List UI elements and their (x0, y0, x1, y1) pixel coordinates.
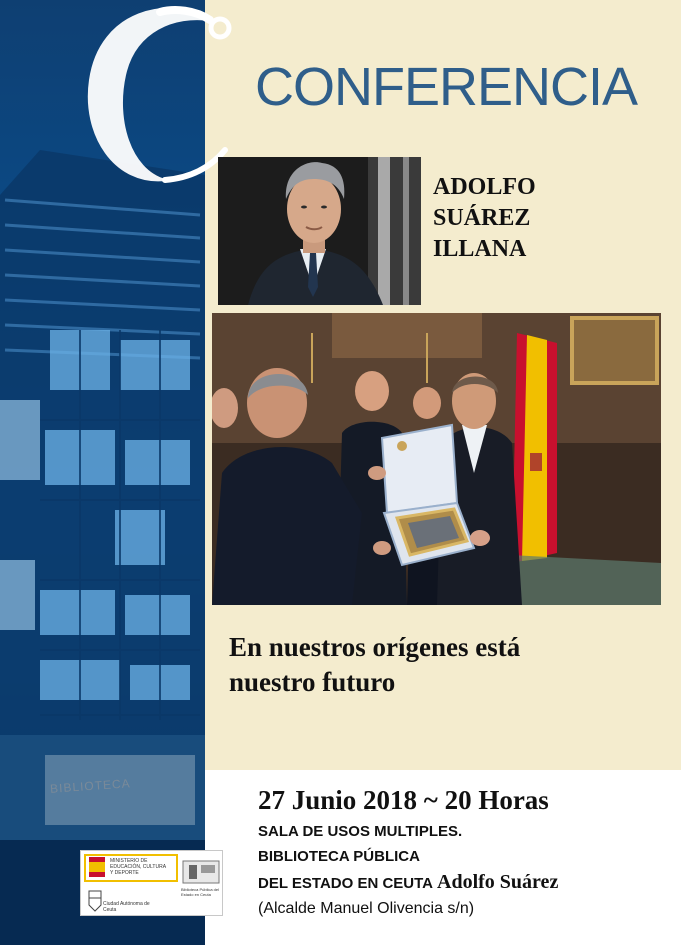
venue-city-text: DEL ESTADO EN CEUTA (258, 875, 434, 892)
ministry-logo: MINISTERIO DE EDUCACIÓN, CULTURA Y DEPORTE (110, 858, 166, 876)
library-name: Adolfo Suárez (437, 871, 559, 893)
speaker-name-line: SUÁREZ (433, 205, 531, 231)
venue-room: SALA DE USOS MULTIPLES. (258, 823, 463, 840)
slogan-line: En nuestros orígenes está (229, 632, 521, 662)
portrait-illustration (218, 157, 421, 305)
ceremony-illustration (212, 313, 661, 605)
library-logo: Biblioteca Pública del Estado en Ceuta (181, 887, 220, 897)
event-slogan (229, 630, 649, 700)
venue-address: (Alcalde Manuel Olivencia s/n) (258, 900, 475, 917)
decorative-c-letter (60, 0, 240, 190)
venue-library: BIBLIOTECA PÚBLICA (258, 848, 420, 865)
venue-city (258, 871, 678, 895)
speaker-portrait (218, 157, 421, 305)
speaker-name-line: ILLANA (433, 236, 527, 262)
speaker-name-line: ADOLFO (433, 174, 536, 200)
city-logo: Ciudad Autónoma de Ceuta (103, 901, 150, 913)
speaker-name (433, 172, 633, 265)
sponsor-logos (80, 850, 223, 916)
event-date-time: 27 Junio 2018 ~ 20 Horas (258, 785, 549, 815)
page-title: CONFERENCIA (255, 57, 638, 117)
slogan-line: nuestro futuro (229, 667, 396, 697)
award-ceremony-photo (212, 313, 661, 605)
building-sign: BIBLIOTECA (49, 776, 132, 796)
